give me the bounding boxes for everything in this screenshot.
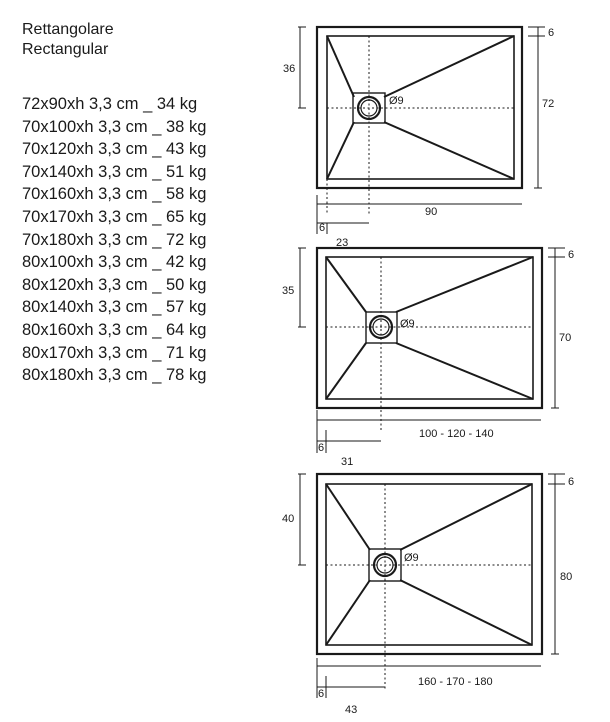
border-label: 6 bbox=[568, 476, 575, 488]
length-label: 160 - 170 - 180 bbox=[418, 676, 493, 688]
spec-item: 80x170xh 3,3 cm _ 71 kg bbox=[22, 343, 207, 362]
drain-from-side-label: 43 bbox=[345, 704, 358, 716]
spec-item: 70x120xh 3,3 cm _ 43 kg bbox=[22, 140, 207, 159]
spec-item: 80x120xh 3,3 cm _ 50 kg bbox=[22, 275, 207, 294]
spec-item: 70x160xh 3,3 cm _ 58 kg bbox=[22, 185, 207, 204]
border-label: 6 bbox=[568, 249, 575, 261]
drawing-1 bbox=[298, 27, 545, 234]
dimension-lines bbox=[298, 474, 565, 698]
border-bottom-label: 6 bbox=[318, 442, 325, 454]
drawing-2 bbox=[298, 248, 565, 453]
center-lines bbox=[326, 257, 533, 432]
drain-offset-label: 35 bbox=[282, 285, 295, 297]
border-bottom-label: 6 bbox=[318, 688, 325, 700]
depth-label: 70 bbox=[559, 332, 572, 344]
spec-item: 80x180xh 3,3 cm _ 78 kg bbox=[22, 366, 207, 385]
spec-item: 70x140xh 3,3 cm _ 51 kg bbox=[22, 162, 207, 181]
drain-offset-label: 40 bbox=[282, 513, 295, 525]
tray-inner bbox=[326, 484, 532, 645]
border-label: 6 bbox=[548, 27, 555, 39]
slope-lines bbox=[326, 484, 532, 645]
tray-inner bbox=[326, 257, 533, 399]
tray-outline bbox=[317, 248, 542, 408]
drain-diameter-label: Ø9 bbox=[400, 318, 415, 330]
dimension-lines bbox=[298, 27, 545, 234]
tray-outline bbox=[317, 474, 542, 654]
depth-label: 80 bbox=[560, 571, 573, 583]
slope-lines bbox=[326, 257, 533, 399]
title-italian: Rettangolare bbox=[22, 21, 114, 38]
drain-diameter-label: Ø9 bbox=[389, 95, 404, 107]
title-english: Rectangular bbox=[22, 41, 109, 58]
spec-item: 70x180xh 3,3 cm _ 72 kg bbox=[22, 230, 207, 249]
tray-outline bbox=[317, 27, 522, 188]
center-lines bbox=[326, 484, 532, 690]
drain-from-side-label: 31 bbox=[341, 456, 354, 468]
drawing-3 bbox=[298, 474, 565, 698]
spec-item: 72x90xh 3,3 cm _ 34 kg bbox=[22, 95, 198, 113]
spec-item: 80x100xh 3,3 cm _ 42 kg bbox=[22, 253, 207, 272]
spec-item: 70x170xh 3,3 cm _ 65 kg bbox=[22, 207, 207, 226]
length-label: 90 bbox=[425, 206, 438, 218]
drain-offset-label: 36 bbox=[283, 63, 296, 75]
length-label: 100 - 120 - 140 bbox=[419, 428, 494, 440]
border-bottom-label: 6 bbox=[319, 222, 326, 234]
drain-from-side-label: 23 bbox=[336, 237, 349, 249]
dimension-lines bbox=[298, 248, 565, 453]
depth-label: 72 bbox=[542, 98, 555, 110]
spec-item: 80x140xh 3,3 cm _ 57 kg bbox=[22, 298, 207, 317]
spec-item: 80x160xh 3,3 cm _ 64 kg bbox=[22, 320, 207, 339]
drain-diameter-label: Ø9 bbox=[404, 552, 419, 564]
spec-item: 70x100xh 3,3 cm _ 38 kg bbox=[22, 117, 207, 136]
